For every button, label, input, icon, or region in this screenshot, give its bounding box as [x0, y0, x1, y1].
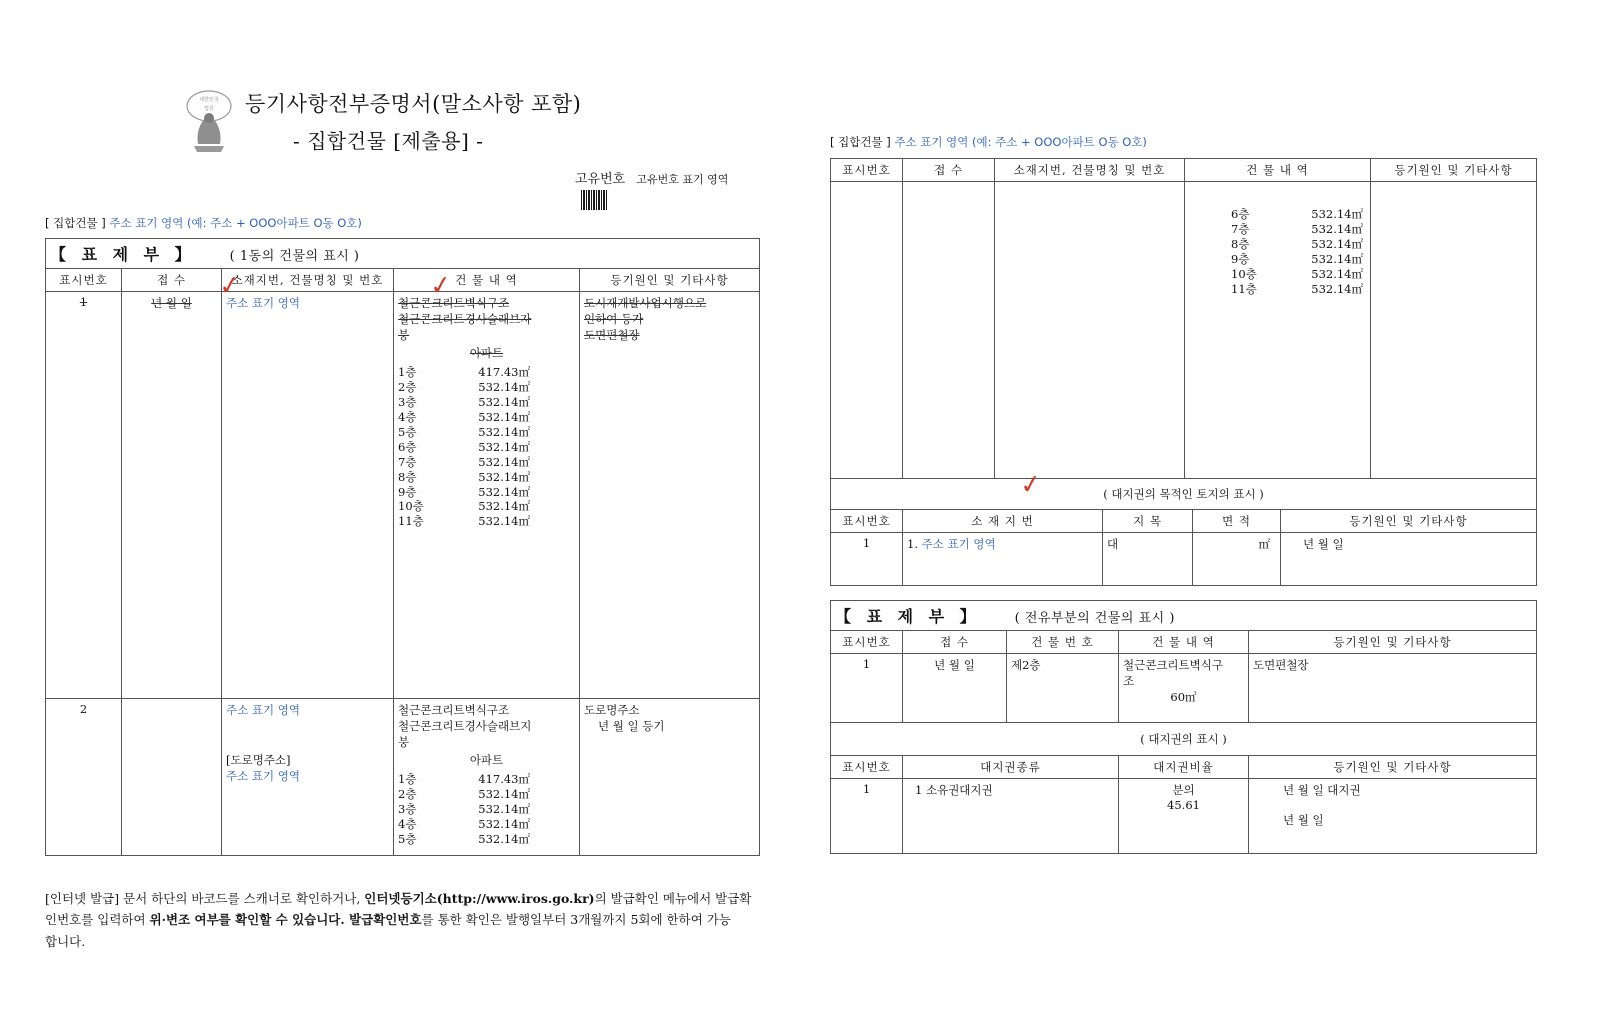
table-1-wrapper	[45, 238, 760, 856]
col-header-building-detail: 건 물 내 역	[1119, 631, 1249, 654]
floor-label: 6층	[398, 439, 417, 454]
floor-area-row	[398, 485, 575, 500]
floor-area: 532.14㎡	[478, 454, 530, 469]
footnote-line-3: 합니다.	[45, 933, 86, 949]
cell-location	[995, 182, 1185, 479]
floor-area: 532.14㎡	[478, 379, 530, 394]
banner-subtitle: ( 1동의 건물의 표시 )	[229, 249, 360, 264]
floor-area-list	[398, 772, 575, 847]
cell-receipt: 년 월 일	[122, 292, 222, 699]
floor-area-list	[398, 365, 575, 529]
floor-area: 532.14㎡	[478, 469, 530, 484]
table-daejigwon	[830, 755, 1537, 854]
struct-line: 철근콘크리트경사슬래브자	[398, 312, 532, 326]
floor-label: 5층	[398, 831, 417, 846]
cell-land-location	[903, 533, 1103, 586]
col-header-cause: 등기원인 및 기타사항	[580, 269, 760, 292]
cell-jimok: 대	[1103, 533, 1193, 586]
table-header-row	[831, 756, 1537, 779]
table-header-row	[831, 510, 1537, 533]
floor-area: 417.43㎡	[478, 365, 530, 379]
table-row	[831, 479, 1537, 510]
page-title: 등기사항전부증명서(말소사항 포함)	[245, 92, 582, 116]
cell-cause	[580, 292, 760, 699]
floor-label: 10층	[398, 499, 424, 514]
unique-number-label: 고유번호	[575, 172, 626, 187]
floor-area: 532.14㎡	[478, 439, 530, 454]
apt-label: 아파트	[469, 753, 504, 767]
table-row	[46, 292, 760, 699]
floor-area-row	[398, 470, 575, 485]
floor-area-row	[398, 802, 575, 817]
floor-label: 4층	[398, 409, 417, 424]
col-header-cause: 등기원인 및 기타사항	[1249, 756, 1537, 779]
red-check-mark-icon: ✓	[1018, 468, 1044, 502]
svg-text:법원: 법원	[204, 106, 214, 112]
table-header-row	[46, 269, 760, 292]
floor-area: 532.14㎡	[478, 801, 530, 816]
floor-area-row	[398, 410, 575, 425]
barcode-icon	[581, 190, 607, 210]
detail-line: 철근콘크리트벽식구	[1123, 658, 1223, 672]
floor-label: 5층	[398, 424, 417, 439]
cell-receipt: 년 월 일	[903, 654, 1007, 723]
cell-location	[222, 292, 394, 699]
col-header-land-location: 소 재 지 번	[903, 510, 1103, 533]
floor-area: 532.14㎡	[1311, 207, 1363, 221]
cell-building-detail	[1119, 654, 1249, 723]
daeji-banner: ( 대지권의 표시 )	[831, 723, 1537, 756]
col-header-location: 소재지번, 건물명칭 및 번호	[995, 159, 1185, 182]
road-address-label: [도로명주소]	[226, 753, 291, 767]
table-pyojebu-1dong	[45, 238, 760, 856]
cell-area: ㎡	[1193, 533, 1281, 586]
col-header-jimok: 지 목	[1103, 510, 1193, 533]
table-pyojebu-jeonyu	[830, 600, 1537, 756]
ratio-bottom: 45.61	[1167, 798, 1200, 812]
cell-location-text: 주소 표기 영역	[226, 703, 300, 717]
floor-area-row	[1231, 282, 1366, 297]
cell-cause: 도면편철장	[1249, 654, 1537, 723]
address-tag-text: 주소 표기 영역 (예: 주소 + OOO아파트 O동 O호)	[109, 216, 362, 230]
table-row	[831, 779, 1537, 854]
table-header-row	[831, 631, 1537, 654]
cell-cause	[1249, 779, 1537, 854]
cell-cause	[580, 699, 760, 856]
floor-label: 8층	[1231, 236, 1250, 251]
struct-line: 붕	[398, 735, 410, 749]
floor-label: 2층	[398, 379, 417, 394]
address-tag-left	[45, 215, 362, 231]
table-banner-1	[46, 239, 760, 269]
col-header-building-no: 건 물 번 호	[1007, 631, 1119, 654]
floor-label: 1층	[398, 772, 417, 786]
page-subtitle: - 집합건물 [제출용] -	[293, 129, 484, 153]
cell-daeji-kind: 1 소유권대지권	[903, 779, 1119, 854]
cell-receipt	[903, 182, 995, 479]
land-location-text: 주소 표기 영역	[921, 537, 996, 551]
floor-area: 532.14㎡	[478, 786, 530, 801]
address-tag-right	[830, 134, 1147, 150]
footnote-text: 를 통한 확인은 발행일부터 3개월까지 5회에 한하여 가능	[421, 912, 731, 928]
floor-area-row	[398, 787, 575, 802]
address-tag-bracket: [ 집합건물 ]	[45, 216, 106, 230]
floor-area-row	[398, 514, 575, 529]
floor-area: 532.14㎡	[1311, 266, 1363, 281]
cell-row-no: 1	[831, 654, 903, 723]
cell-row-no	[831, 182, 903, 479]
table-row	[831, 654, 1537, 723]
left-column	[45, 80, 775, 846]
col-header-no: 표시번호	[831, 756, 903, 779]
struct-line: 붕	[398, 328, 410, 342]
floor-area-list	[1231, 207, 1366, 297]
floor-area: 532.14㎡	[478, 424, 530, 439]
floor-area: 532.14㎡	[478, 514, 530, 529]
col-header-daeji-kind: 대지권종류	[903, 756, 1119, 779]
table-2-wrapper	[830, 158, 1537, 586]
col-header-location: 소재지번, 건물명칭 및 번호	[222, 269, 394, 292]
cell-cause	[1371, 182, 1537, 479]
banner-title: 【 표 제 부 】	[835, 607, 981, 626]
table-row	[46, 699, 760, 856]
floor-label: 1층	[398, 365, 417, 379]
unique-number-value: 고유번호 표기 영역	[636, 173, 729, 186]
cell-cause: 년 월 일	[1281, 533, 1537, 586]
col-header-daeji-ratio: 대지권비율	[1119, 756, 1249, 779]
col-header-no: 표시번호	[831, 631, 903, 654]
struct-line: 철근콘크리트경사슬래브지	[398, 719, 532, 733]
floor-area: 532.14㎡	[478, 816, 530, 831]
floor-label: 7층	[1231, 221, 1250, 236]
table-row	[46, 239, 760, 269]
cell-row-no: 1	[46, 292, 122, 699]
floor-area: 532.14㎡	[478, 499, 530, 514]
table-banner-3	[831, 601, 1537, 631]
cell-building-detail	[394, 699, 580, 856]
table-land	[830, 509, 1537, 586]
address-tag-bracket: [ 집합건물 ]	[830, 135, 891, 149]
cell-daeji-ratio	[1119, 779, 1249, 854]
cause-line: 년 월 일	[1283, 813, 1324, 827]
floor-area: 532.14㎡	[1311, 221, 1363, 236]
banner-subtitle: ( 전유부분의 건물의 표시 )	[1014, 611, 1175, 626]
cell-location	[222, 699, 394, 856]
col-header-no: 표시번호	[46, 269, 122, 292]
government-emblem-icon	[180, 88, 238, 154]
table-row	[831, 601, 1537, 631]
cause-line: 인하여 등가	[584, 312, 644, 326]
ratio-top: 분의	[1172, 783, 1195, 797]
table-row	[831, 723, 1537, 756]
floor-area: 532.14㎡	[478, 394, 530, 409]
cell-row-no: 1	[831, 779, 903, 854]
floor-area-row	[398, 440, 575, 455]
footnote-text: [인터넷 발급] 문서 하단의 바코드를 스캐너로 확인하거나,	[45, 891, 365, 906]
struct-line: 철근콘크리트벽식구조	[398, 296, 510, 310]
land-banner: ( 대지권의 목적인 토지의 표시 )	[831, 479, 1537, 510]
floor-area: 417.43㎡	[478, 772, 530, 786]
floor-area-row	[1231, 237, 1366, 252]
floor-area-row	[398, 499, 575, 514]
floor-area-row	[398, 380, 575, 395]
cell-row-no: 2	[46, 699, 122, 856]
col-header-cause: 등기원인 및 기타사항	[1371, 159, 1537, 182]
table-row	[831, 182, 1537, 479]
floor-area-row	[398, 817, 575, 832]
cell-building-detail	[1185, 182, 1371, 479]
col-header-receipt: 접 수	[122, 269, 222, 292]
cause-line: 년 월 일 대지권	[1283, 783, 1361, 797]
floor-area-row	[1231, 267, 1366, 282]
footnote-link-text: 인터넷등기소(http://www.iros.go.kr)	[364, 891, 595, 906]
cell-building-no: 제2층	[1007, 654, 1119, 723]
footnote-text: 인번호를 입력하여	[45, 912, 150, 928]
floor-area-row	[1231, 222, 1366, 237]
floor-label: 10층	[1231, 266, 1257, 281]
floor-label: 3층	[398, 394, 417, 409]
address-tag-text: 주소 표기 영역 (예: 주소 + OOO아파트 O동 O호)	[894, 135, 1147, 149]
detail-line: 조	[1123, 674, 1135, 688]
title-block	[45, 80, 775, 166]
red-check-mark-icon: ✓	[428, 269, 454, 303]
floor-label: 2층	[398, 786, 417, 801]
table-row	[831, 533, 1537, 586]
footnote-bold: 발급확인번호	[349, 912, 422, 928]
floor-area-row	[1231, 207, 1366, 222]
floor-area-row	[398, 772, 575, 787]
unique-number-block	[575, 168, 785, 210]
cell-location-text: 주소 표기 영역	[226, 296, 300, 310]
floor-area: 532.14㎡	[1311, 236, 1363, 251]
floor-area-row	[398, 425, 575, 440]
col-header-no: 표시번호	[831, 159, 903, 182]
floor-area: 532.14㎡	[1311, 281, 1363, 296]
col-header-cause: 등기원인 및 기타사항	[1249, 631, 1537, 654]
col-header-receipt: 접 수	[903, 631, 1007, 654]
floor-area-row	[398, 832, 575, 847]
struct-line: 철근콘크리트벽식구조	[398, 703, 510, 717]
floor-area: 532.14㎡	[1311, 251, 1363, 266]
cause-line: 년 월 일 등기	[598, 719, 665, 733]
table-continuation	[830, 158, 1537, 510]
floor-label: 9층	[1231, 251, 1250, 266]
floor-area: 532.14㎡	[478, 409, 530, 424]
floor-label: 11층	[398, 514, 424, 529]
floor-label: 7층	[398, 454, 417, 469]
cell-row-no: 1	[831, 533, 903, 586]
col-header-no: 표시번호	[831, 510, 903, 533]
svg-text:대한민국: 대한민국	[199, 97, 219, 103]
road-address-text: 주소 표기 영역	[226, 769, 300, 783]
land-location-prefix: 1.	[907, 537, 918, 551]
table-3-wrapper	[830, 600, 1537, 854]
col-header-building-detail: 건 물 내 역	[1185, 159, 1371, 182]
apt-label: 아파트	[469, 346, 504, 360]
floor-label: 4층	[398, 816, 417, 831]
footnote	[45, 888, 785, 952]
col-header-receipt: 접 수	[903, 159, 995, 182]
red-check-mark-icon: ✓	[217, 269, 243, 303]
floor-area: 532.14㎡	[478, 484, 530, 499]
cell-building-detail	[394, 292, 580, 699]
floor-area-row	[1231, 252, 1366, 267]
floor-label: 6층	[1231, 207, 1250, 221]
floor-area-row	[398, 395, 575, 410]
floor-area-row	[398, 365, 575, 380]
footnote-text: 의 발급확인 메뉴에서 발급확	[594, 891, 752, 906]
floor-label: 9층	[398, 484, 417, 499]
table-header-row	[831, 159, 1537, 182]
col-header-building-detail: 건 물 내 역	[394, 269, 580, 292]
cause-line: 도로명주소	[584, 703, 640, 717]
footnote-line-2	[45, 909, 785, 930]
floor-label: 8층	[398, 469, 417, 484]
floor-area: 532.14㎡	[478, 831, 530, 846]
detail-area: 60㎡	[1170, 690, 1197, 704]
col-header-area: 면 적	[1193, 510, 1281, 533]
cause-line: 도면편철장	[584, 328, 640, 342]
footnote-line-1	[45, 888, 785, 909]
cell-receipt	[122, 699, 222, 856]
floor-label: 3층	[398, 801, 417, 816]
floor-label: 11층	[1231, 281, 1257, 296]
banner-title: 【 표 제 부 】	[50, 245, 196, 264]
cause-line: 도시재개발사업시행으로	[584, 296, 707, 310]
col-header-cause: 등기원인 및 기타사항	[1281, 510, 1537, 533]
footnote-bold: 위·변조 여부를 확인할 수 있습니다.	[149, 912, 350, 928]
floor-area-row	[398, 455, 575, 470]
